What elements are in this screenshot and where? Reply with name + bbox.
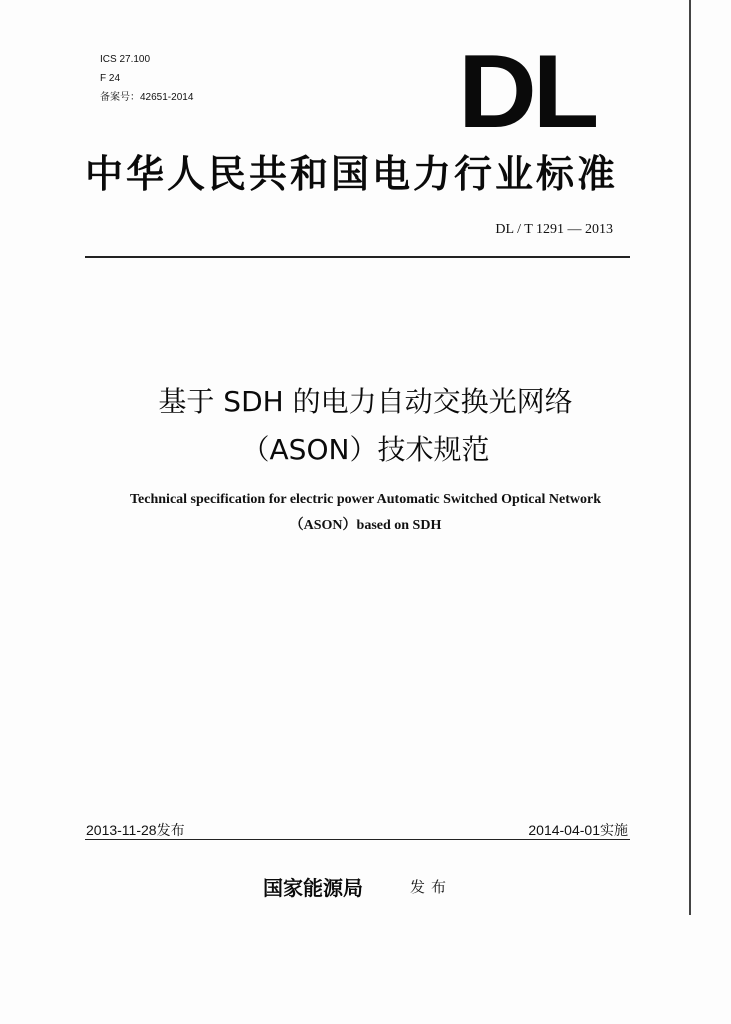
release-date: 2013-11-28发布 bbox=[86, 822, 185, 838]
dl-logo: DL bbox=[458, 34, 596, 150]
effective-date: 2014-04-01实施 bbox=[528, 822, 628, 838]
chinese-title-line-1: 基于 SDH 的电力自动交换光网络 bbox=[158, 385, 573, 418]
standard-category-title: 中华人民共和国电力行业标准 bbox=[85, 151, 619, 196]
classification-block bbox=[100, 50, 193, 107]
chinese-title-line-2: （ASON）技术规范 bbox=[241, 433, 490, 466]
issuing-authority: 国家能源局 bbox=[263, 876, 363, 900]
ics-code: ICS 27.100 bbox=[100, 54, 151, 65]
standard-code: DL / T 1291 — 2013 bbox=[495, 222, 613, 237]
english-title-line-1: Technical specification for electric power Automatic Switched Optical Network bbox=[130, 492, 601, 507]
issue-label: 发布 bbox=[410, 878, 453, 896]
classification-code: F 24 bbox=[100, 73, 121, 84]
filing-number: 备案号：42651-2014 bbox=[100, 92, 194, 103]
header-divider bbox=[85, 256, 630, 258]
english-title-line-2: （ASON）based on SDH bbox=[289, 518, 442, 533]
footer-divider bbox=[85, 839, 630, 840]
